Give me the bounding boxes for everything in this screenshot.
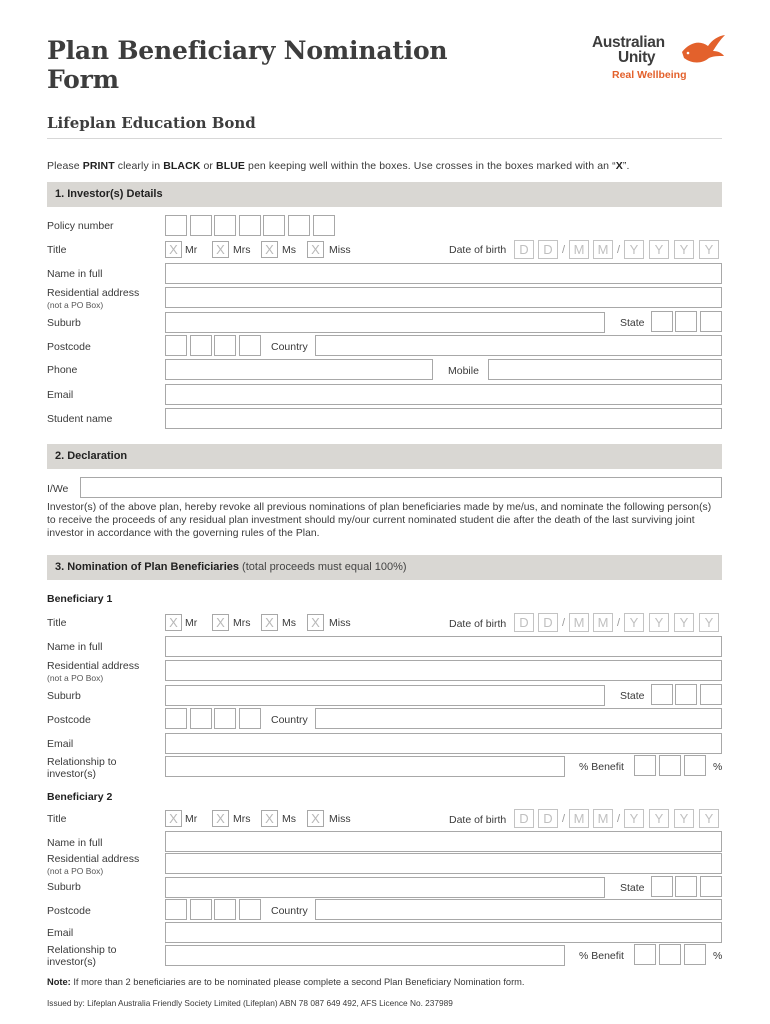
b1-email-field[interactable] <box>165 733 722 754</box>
postcode-label: Postcode <box>47 341 91 353</box>
student-name-field[interactable] <box>165 408 722 429</box>
dob-char[interactable]: D <box>514 240 534 259</box>
b2-name-field[interactable] <box>165 831 722 852</box>
dob-separator: / <box>562 617 566 629</box>
product-name: Lifeplan Education Bond <box>47 114 256 132</box>
b2-title-mrs-checkbox[interactable]: X <box>212 810 229 827</box>
residential-address-field[interactable] <box>165 287 722 308</box>
b2-postcode-char[interactable] <box>165 899 187 920</box>
b1-title-miss-checkbox[interactable]: X <box>307 614 324 631</box>
b1-address-label: Residential address (not a PO Box) <box>47 660 140 683</box>
b2-title-ms-label: Ms <box>282 813 296 825</box>
bird-icon <box>680 34 726 68</box>
issued-by-text: Issued by: Lifeplan Australia Friendly Society Limited (Lifeplan) ABN 78 087 649 492, AFS Licence No. 237989 <box>47 998 453 1008</box>
dob-separator: / <box>617 244 621 256</box>
dob-separator: / <box>617 617 621 629</box>
title-miss-label: Miss <box>329 244 351 256</box>
email-field[interactable] <box>165 384 722 405</box>
b1-relationship-label: Relationship to investor(s) <box>47 756 117 780</box>
b1-title-mrs-label: Mrs <box>233 617 251 629</box>
dob-char[interactable]: D <box>538 240 558 259</box>
dob-char[interactable]: M <box>593 613 613 632</box>
form-title: Plan Beneficiary Nomination Form <box>47 36 448 94</box>
australian-unity-logo <box>592 34 727 84</box>
state-char[interactable] <box>651 311 673 332</box>
b1-benefit-label: % Benefit <box>579 761 624 773</box>
dob-separator: / <box>562 813 566 825</box>
dob-char[interactable]: D <box>538 809 558 828</box>
b2-state-char[interactable] <box>651 876 673 897</box>
suburb-field[interactable] <box>165 312 605 333</box>
b1-name-label: Name in full <box>47 641 103 653</box>
state-char[interactable] <box>675 311 697 332</box>
country-label: Country <box>271 341 308 353</box>
b2-name-label: Name in full <box>47 837 103 849</box>
b2-percent-sign: % <box>713 950 723 962</box>
title-miss-checkbox[interactable]: X <box>307 241 324 258</box>
instructions: Please PRINT clearly in BLACK or BLUE pen keeping well within the boxes. Use crosses in the boxes marked with an “X”. <box>47 160 630 172</box>
b1-title-ms-checkbox[interactable]: X <box>261 614 278 631</box>
b2-postcode-char[interactable] <box>190 899 212 920</box>
mobile-label: Mobile <box>448 365 479 377</box>
policy-number-char[interactable] <box>190 215 212 236</box>
b1-address-field[interactable] <box>165 660 722 681</box>
b2-postcode-char[interactable] <box>239 899 261 920</box>
dob-char[interactable]: D <box>514 809 534 828</box>
title-mrs-label: Mrs <box>233 244 251 256</box>
section-investor-details-header: 1. Investor(s) Details <box>47 182 722 207</box>
b2-title-mr-label: Mr <box>185 813 198 825</box>
note-text: Note: If more than 2 beneficiaries are to be nominated please complete a second Plan Beneficiary Nomination form. <box>47 977 525 987</box>
dob-char[interactable]: Y <box>649 240 669 259</box>
mobile-field[interactable] <box>488 359 722 380</box>
b2-benefit-char[interactable] <box>684 944 706 965</box>
title-mr-checkbox[interactable]: X <box>165 241 182 258</box>
not-po-box-note: (not a PO Box) <box>47 300 104 310</box>
b2-title-label: Title <box>47 813 67 825</box>
b2-title-mr-checkbox[interactable]: X <box>165 810 182 827</box>
b2-country-label: Country <box>271 905 308 917</box>
b2-postcode-label: Postcode <box>47 905 91 917</box>
b2-postcode-char[interactable] <box>214 899 236 920</box>
state-label: State <box>620 317 645 329</box>
policy-number-char[interactable] <box>313 215 335 236</box>
b2-title-mrs-label: Mrs <box>233 813 251 825</box>
suburb-label: Suburb <box>47 317 81 329</box>
b2-relationship-field[interactable] <box>165 945 565 966</box>
postcode-char[interactable] <box>190 335 212 356</box>
b1-state-char[interactable] <box>700 684 722 705</box>
dob-char[interactable]: Y <box>624 809 644 828</box>
b2-benefit-label: % Benefit <box>579 950 624 962</box>
dob-char[interactable]: Y <box>674 240 694 259</box>
b2-benefit-char[interactable] <box>634 944 656 965</box>
b2-dob-label: Date of birth <box>449 814 507 826</box>
dob-char[interactable]: M <box>593 240 613 259</box>
phone-field[interactable] <box>165 359 433 380</box>
b1-benefit-char[interactable] <box>684 755 706 776</box>
student-name-label: Student name <box>47 413 113 425</box>
postcode-char[interactable] <box>214 335 236 356</box>
b2-email-field[interactable] <box>165 922 722 943</box>
policy-number-char[interactable] <box>288 215 310 236</box>
dob-char[interactable]: M <box>593 809 613 828</box>
b1-title-ms-label: Ms <box>282 617 296 629</box>
postcode-char[interactable] <box>165 335 187 356</box>
title-ms-label: Ms <box>282 244 296 256</box>
b1-state-label: State <box>620 690 645 702</box>
b1-title-label: Title <box>47 617 67 629</box>
b2-address-label: Residential address (not a PO Box) <box>47 853 140 876</box>
logo-tagline: Real Wellbeing <box>612 69 687 81</box>
b1-state-char[interactable] <box>675 684 697 705</box>
dob-char[interactable]: Y <box>624 613 644 632</box>
b2-suburb-field[interactable] <box>165 877 605 898</box>
b2-state-char[interactable] <box>700 876 722 897</box>
b2-title-ms-checkbox[interactable]: X <box>261 810 278 827</box>
b1-postcode-char[interactable] <box>239 708 261 729</box>
b1-postcode-char[interactable] <box>214 708 236 729</box>
b2-email-label: Email <box>47 927 74 939</box>
b2-relationship-label: Relationship to investor(s) <box>47 944 117 968</box>
state-char[interactable] <box>700 311 722 332</box>
logo-line1: Australian <box>592 34 665 51</box>
dob-char[interactable]: Y <box>674 809 694 828</box>
i-we-label: I/We <box>47 483 69 495</box>
dob-char[interactable]: Y <box>699 809 719 828</box>
policy-number-char[interactable] <box>239 215 261 236</box>
dob-separator: / <box>562 244 566 256</box>
b2-benefit-char[interactable] <box>659 944 681 965</box>
policy-number-char[interactable] <box>214 215 236 236</box>
b1-name-field[interactable] <box>165 636 722 657</box>
b1-country-field[interactable] <box>315 708 722 729</box>
residential-address-label: Residential address (not a PO Box) <box>47 287 140 310</box>
policy-number-char[interactable] <box>165 215 187 236</box>
beneficiary-1-heading: Beneficiary 1 <box>47 593 113 605</box>
section-nomination-header: 3. Nomination of Plan Beneficiaries (total proceeds must equal 100%) <box>47 555 722 580</box>
b1-dob-label: Date of birth <box>449 618 507 630</box>
b1-suburb-label: Suburb <box>47 690 81 702</box>
title-ms-checkbox[interactable]: X <box>261 241 278 258</box>
dob-char[interactable]: Y <box>649 809 669 828</box>
b1-suburb-field[interactable] <box>165 685 605 706</box>
b1-relationship-field[interactable] <box>165 756 565 777</box>
phone-label: Phone <box>47 364 78 376</box>
b1-state-char[interactable] <box>651 684 673 705</box>
dob-char[interactable]: M <box>569 240 589 259</box>
b1-email-label: Email <box>47 738 74 750</box>
dob-separator: / <box>617 813 621 825</box>
b1-postcode-label: Postcode <box>47 714 91 726</box>
b2-state-char[interactable] <box>675 876 697 897</box>
dob-char[interactable]: Y <box>624 240 644 259</box>
b2-country-field[interactable] <box>315 899 722 920</box>
title-mrs-checkbox[interactable]: X <box>212 241 229 258</box>
dob-char[interactable]: Y <box>674 613 694 632</box>
dob-char[interactable]: D <box>514 613 534 632</box>
dob-char[interactable]: Y <box>699 613 719 632</box>
title-mr-label: Mr <box>185 244 198 256</box>
declaration-text: Investor(s) of the above plan, hereby revoke all previous nominations of plan beneficiaries made by me/us, and nominate the following person(s) to receive the proceeds of any residual plan investment should my/our current nominated student die after the death of the last surviving joint investor in accordance with the governing rules of the Plan. <box>47 502 712 539</box>
b1-benefit-char[interactable] <box>634 755 656 776</box>
b2-title-miss-label: Miss <box>329 813 351 825</box>
b1-percent-sign: % <box>713 761 723 773</box>
title-label: Title <box>47 244 67 256</box>
name-in-full-label: Name in full <box>47 268 103 280</box>
dob-char[interactable]: M <box>569 613 589 632</box>
b1-title-mr-checkbox[interactable]: X <box>165 614 182 631</box>
postcode-char[interactable] <box>239 335 261 356</box>
name-in-full-field[interactable] <box>165 263 722 284</box>
b1-title-miss-label: Miss <box>329 617 351 629</box>
country-field[interactable] <box>315 335 722 356</box>
beneficiary-2-heading: Beneficiary 2 <box>47 791 113 803</box>
policy-number-label: Policy number <box>47 220 114 232</box>
dob-char[interactable]: M <box>569 809 589 828</box>
b1-postcode-char[interactable] <box>190 708 212 729</box>
dob-char[interactable]: D <box>538 613 558 632</box>
i-we-field[interactable] <box>80 477 722 498</box>
b2-address-field[interactable] <box>165 853 722 874</box>
email-label: Email <box>47 389 74 401</box>
b1-country-label: Country <box>271 714 308 726</box>
b2-state-label: State <box>620 882 645 894</box>
policy-number-char[interactable] <box>263 215 285 236</box>
header-divider <box>47 138 722 139</box>
dob-char[interactable]: Y <box>649 613 669 632</box>
dob-char[interactable]: Y <box>699 240 719 259</box>
dob-label: Date of birth <box>449 244 507 256</box>
b2-title-miss-checkbox[interactable]: X <box>307 810 324 827</box>
b1-title-mr-label: Mr <box>185 617 198 629</box>
section-declaration-header: 2. Declaration <box>47 444 722 469</box>
b1-title-mrs-checkbox[interactable]: X <box>212 614 229 631</box>
b1-benefit-char[interactable] <box>659 755 681 776</box>
logo-line2: Unity <box>618 49 656 66</box>
b2-suburb-label: Suburb <box>47 881 81 893</box>
b1-postcode-char[interactable] <box>165 708 187 729</box>
